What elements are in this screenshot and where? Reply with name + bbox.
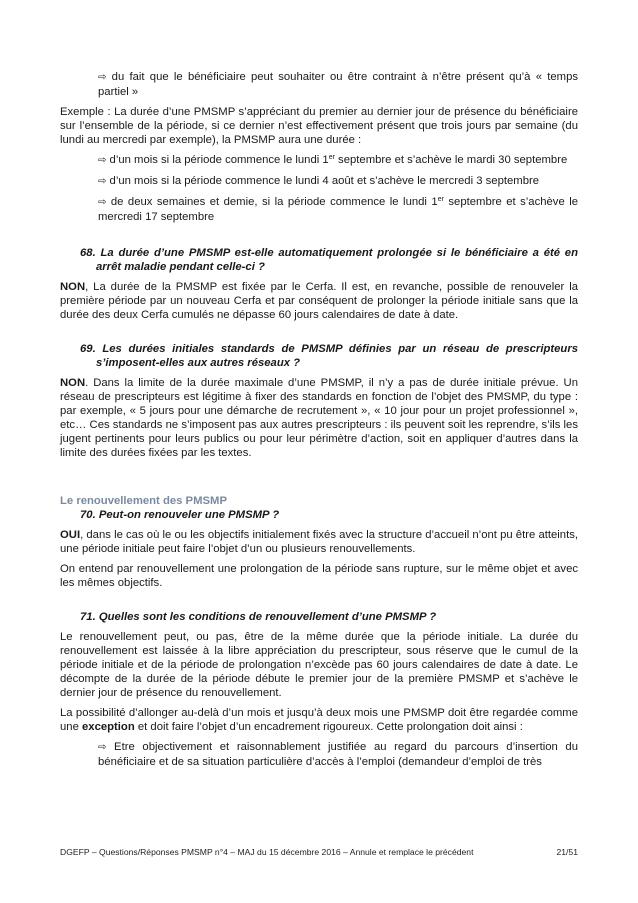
- question-68: 68. La durée d’une PMSMP est-elle automatiquement prolongée si le bénéficiaire a été en arrêt maladie pendant celle-ci ?: [80, 247, 578, 273]
- question-70: 70. Peut-on renouveler une PMSMP ?: [80, 509, 280, 521]
- answer-68: NON, La durée de la PMSMP est fixée par le Cerfa. Il est, en revanche, possible de renouveler la première période par un nouveau Cerfa et par conséquent de prolonger la période initiale sans que la durée des deux Cerfa cumulés ne dépasse 60 jours calendaires de date à date.: [60, 281, 578, 321]
- example-paragraph: Exemple : La durée d’une PMSMP s’appréciant du premier au dernier jour de présence du bénéficiaire sur l’ensemble de la période, si ce dernier n’est effectivement présent que trois jours par semaine (du lundi au mercredi par exemple), la PMSMP aura une durée :: [60, 106, 578, 146]
- footer-text: DGEFP – Questions/Réponses PMSMP n°4 – MAJ du 15 décembre 2016 – Annule et remplace le précédent: [60, 847, 474, 857]
- arrow-icon: ⇨: [98, 197, 107, 208]
- bullet-justification: ⇨ Etre objectivement et raisonnablement justifiée au regard du parcours d’insertion du bénéficiaire et de sa situation particulière d’accès à l’emploi (demandeur d’emploi de très: [98, 741, 578, 768]
- paragraph-71b: La possibilité d’allonger au-delà d’un mois et jusqu’à deux mois une PMSMP doit être regardée comme une exception et doit faire l’objet d’un encadrement rigoureux. Cette prolongation doit ainsi :: [60, 707, 578, 733]
- question-71: 71. Quelles sont les conditions de renouvellement d’une PMSMP ?: [80, 611, 437, 623]
- section-heading: Le renouvellement des PMSMP: [60, 495, 227, 507]
- page-footer: [60, 845, 578, 859]
- example-bullet-3: ⇨ de deux semaines et demie, si la période commence le lundi 1er septembre et s’achève le mercredi 17 septembre: [98, 196, 579, 223]
- answer-71: Le renouvellement peut, ou pas, être de la même durée que la période initiale. La durée du renouvellement est laissée à la libre appréciation du prescripteur, sous réserve que le cumul de la période initiale et de la période de prolongation n’excède pas 60 jours calendaires de date à date. Le décompte de la durée de la période débute le premier jour de la première PMSMP et s’achève le dernier jour de présence du renouvellement.: [60, 631, 578, 699]
- question-69: 69. Les durées initiales standards de PMSMP définies par un réseau de prescripteurs s’imposent-elles aux autres réseaux ?: [80, 343, 578, 369]
- paragraph-70b: On entend par renouvellement une prolongation de la période sans rupture, sur le même objet et avec les mêmes objectifs.: [60, 563, 578, 589]
- arrow-icon: ⇨: [98, 176, 107, 187]
- page-number: 21/51: [556, 847, 578, 857]
- answer-70: OUI, dans le cas où le ou les objectifs initialement fixés avec la structure d’accueil n’ont pu être atteints, une période initiale peut faire l’objet d’un ou plusieurs renouvellements.: [60, 529, 578, 555]
- example-bullet-2: ⇨ d’un mois si la période commence le lundi 4 août et s’achève le mercredi 3 septembre: [98, 175, 540, 187]
- page-body: [60, 70, 578, 769]
- arrow-icon: ⇨: [98, 72, 107, 83]
- bullet-partial-time: ⇨ du fait que le bénéficiaire peut souhaiter ou être contraint à n’être présent qu’à « temps partiel »: [98, 71, 579, 98]
- arrow-icon: ⇨: [98, 155, 107, 166]
- answer-69: NON. Dans la limite de la durée maximale d’une PMSMP, il n’y a pas de durée initiale prévue. Un réseau de prescripteurs est légitime à fixer des standards en fonction de l’objet des PMSMP, du type : par exemple, « 5 jours pour une démarche de recrutement », « 10 jour pour un projet professionnel », etc… Ces standards ne s’imposent pas aux autres prescripteurs : ils peuvent soit les reprendre, s’ils les jugent pertinents pour leurs publics ou pour leur périmètre d’action, soit en appliquer d’autres dans la limite des durées fixées par les textes.: [60, 377, 578, 459]
- example-bullet-1: ⇨ d’un mois si la période commence le lundi 1er septembre et s’achève le mardi 30 septembre: [98, 154, 568, 166]
- arrow-icon: ⇨: [98, 742, 107, 753]
